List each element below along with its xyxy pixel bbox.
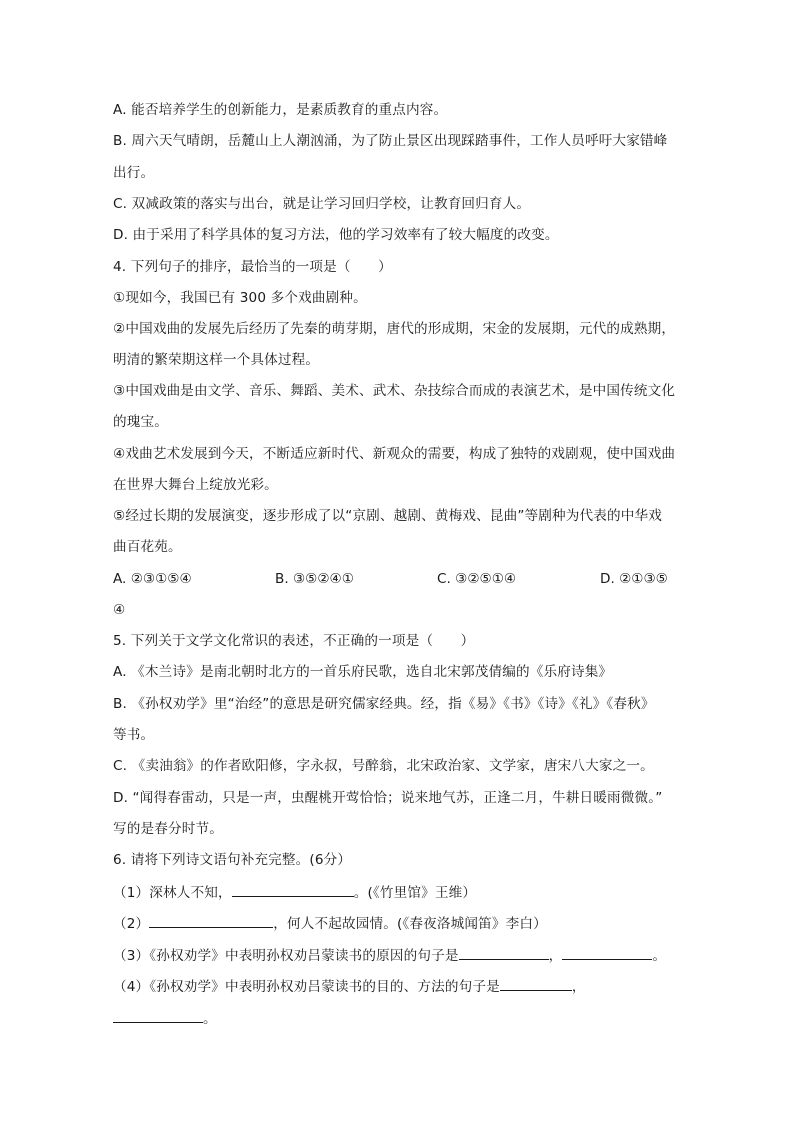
q6-item-3-blank-2[interactable] [562, 945, 652, 960]
q6-item-3-prefix: （3）《孙权劝学》中表明孙权劝吕蒙读书的原因的句子是 [113, 948, 459, 964]
q5-stem: 5. 下列关于文学文化常识的表述，不正确的一项是（ ） [113, 633, 475, 649]
q6-item-2-suffix: ，何人不起故园情。(《春夜洛城闻笛》李白） [273, 916, 547, 932]
q4-sentence-2-line1: ②中国戏曲的发展先后经历了先秦的萌芽期，唐代的形成期，宋金的发展期，元代的成熟期， [113, 321, 676, 337]
q4-sentence-1: ①现如今，我国已有 300 多个戏曲剧种。 [113, 290, 367, 306]
q4-sentence-5-line1: ⑤经过长期的发展演变，逐步形成了以“京剧、越剧、黄梅戏、昆曲”等剧种为代表的中华戏 [113, 508, 662, 524]
q5-option-b-line2: 等书。 [113, 727, 155, 743]
q4-sentence-3-line2: 的瑰宝。 [113, 414, 168, 430]
q6-item-4 [113, 976, 586, 996]
q6-item-3-separator: ， [548, 948, 563, 964]
q6-item-4-continued [113, 1008, 217, 1028]
q5-option-c: C. 《卖油翁》的作者欧阳修，字永叔，号醉翁，北宋政治家、文学家，唐宋八大家之一。 [113, 758, 654, 774]
q6-item-3 [113, 945, 666, 965]
q6-item-2-blank[interactable] [149, 913, 273, 928]
q5-option-b-line1: B. 《孙权劝学》里“治经”的意思是研究儒家经典。经，指《易》《书》《诗》《礼》《春秋》 [113, 696, 655, 712]
q6-item-4-suffix: 。 [203, 1011, 217, 1027]
q6-item-2-prefix: （2） [113, 916, 150, 932]
q4-stem: 4. 下列句子的排序，最恰当的一项是（ ） [113, 259, 392, 275]
q6-item-4-separator: ， [571, 979, 586, 995]
q3-option-d: D. 由于采用了科学具体的复习方法，他的学习效率有了较大幅度的改变。 [113, 227, 559, 243]
q4-sentence-4-line2: 在世界大舞台上绽放光彩。 [113, 477, 278, 493]
q4-option-a: A. ②③①⑤④ [113, 571, 192, 587]
q5-option-d-line1: D. “闻得春雷动，只是一声，虫醒桃开莺恰恰；说来地气苏，正逢二月，牛耕日暖雨微微。” [113, 790, 663, 806]
q6-item-3-suffix: 。 [652, 948, 667, 964]
q6-stem: 6. 请将下列诗文语句补充完整。(6分） [113, 852, 352, 868]
q4-option-d-wrap: ④ [113, 602, 126, 618]
q5-option-a: A. 《木兰诗》是南北朝时北方的一首乐府民歌，选自北宋郭茂倩编的《乐府诗集》 [113, 664, 613, 680]
q6-item-1-blank[interactable] [232, 882, 354, 897]
q6-item-4-blank-1[interactable] [500, 976, 572, 991]
q4-sentence-4-line1: ④戏曲艺术发展到今天，不断适应新时代、新观众的需要，构成了独特的戏剧观，使中国戏曲 [113, 446, 676, 462]
q6-item-4-blank-2[interactable] [113, 1008, 203, 1023]
q6-item-4-prefix: （4）《孙权劝学》中表明孙权劝吕蒙读书的目的、方法的句子是 [113, 979, 500, 995]
q3-option-b-line2: 出行。 [113, 165, 155, 181]
q4-option-c: C. ③②⑤①④ [437, 571, 517, 587]
q3-option-c: C. 双减政策的落实与出台，就是让学习回归学校，让教育回归育人。 [113, 196, 531, 212]
q6-item-1-prefix: （1）深林人不知， [113, 885, 232, 901]
q4-sentence-2-line2: 明清的繁荣期这样一个具体过程。 [113, 352, 320, 368]
q6-item-1 [113, 882, 476, 902]
q4-option-b: B. ③⑤②④① [275, 571, 354, 587]
q3-option-b-line1: B. 周六天气晴朗，岳麓山上人潮汹涌，为了防止景区出现踩踏事件，工作人员呼吁大家错峰 [113, 133, 668, 149]
q5-option-d-line2: 写的是春分时节。 [113, 821, 223, 837]
q6-item-3-blank-1[interactable] [459, 945, 549, 960]
q6-item-1-suffix: 。(《竹里馆》王维） [353, 885, 477, 901]
q4-option-d: D. ②①③⑤ [600, 571, 668, 587]
q4-sentence-5-line2: 曲百花苑。 [113, 539, 182, 555]
q6-item-2 [113, 913, 547, 933]
q3-option-a: A. 能否培养学生的创新能力，是素质教育的重点内容。 [113, 102, 448, 118]
q4-sentence-3-line1: ③中国戏曲是由文学、音乐、舞蹈、美术、武术、杂技综合而成的表演艺术，是中国传统文化 [113, 383, 676, 399]
